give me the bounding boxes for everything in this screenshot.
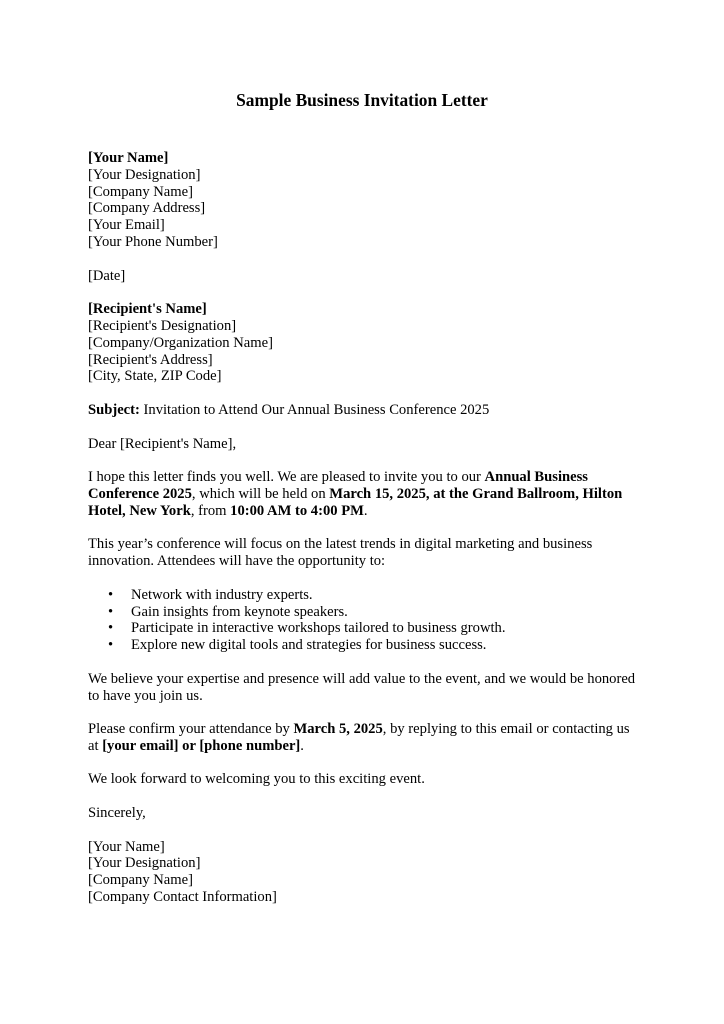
believe-line: to have you join us. — [88, 687, 203, 704]
signature-designation: [Your Designation] — [88, 855, 201, 872]
bullet-icon: • — [108, 586, 114, 603]
believe-paragraph — [88, 671, 648, 705]
intro-text: I hope this letter finds you well. We are pleased to invite you to our — [88, 469, 485, 486]
list-item — [88, 620, 648, 637]
sender-phone: [Your Phone Number] — [88, 233, 218, 250]
bullet-icon: • — [108, 620, 114, 637]
signature-company: [Company Name] — [88, 872, 193, 889]
benefits-list — [88, 587, 648, 654]
intro-event-name: Annual Business — [484, 469, 588, 486]
sender-email: [Your Email] — [88, 217, 165, 234]
recipient-designation: [Recipient's Designation] — [88, 317, 237, 334]
confirm-text: at — [88, 737, 103, 754]
bullet-icon: • — [108, 637, 114, 654]
intro-venue-cont: Hotel, New York — [88, 502, 191, 519]
signoff: Sincerely, — [88, 805, 146, 822]
focus-line: This year’s conference will focus on the latest trends in digital marketing and business — [88, 536, 593, 553]
intro-text: . — [363, 502, 368, 519]
confirm-contact: [your email] or [phone number] — [102, 737, 301, 754]
salutation: Dear [Recipient's Name], — [88, 435, 237, 452]
focus-line: innovation. Attendees will have the opportunity to: — [88, 553, 386, 570]
intro-paragraph — [88, 469, 648, 519]
intro-text: , which will be held on — [191, 485, 330, 502]
letter-date: [Date] — [88, 267, 126, 284]
subject-line — [88, 402, 648, 419]
sender-company: [Company Name] — [88, 183, 193, 200]
believe-line: We believe your expertise and presence will add value to the event, and we would be honored — [88, 670, 636, 687]
sender-address: [Company Address] — [88, 200, 206, 217]
sender-name: [Your Name] — [88, 150, 169, 166]
list-item-text: Participate in interactive workshops tailored to business growth. — [131, 620, 506, 637]
list-item — [88, 604, 648, 621]
sender-designation: [Your Designation] — [88, 166, 201, 183]
confirm-deadline: March 5, 2025 — [293, 721, 383, 738]
subject-label: Subject: — [88, 401, 140, 418]
signature-contact: [Company Contact Information] — [88, 889, 277, 906]
confirm-paragraph — [88, 721, 648, 755]
intro-event-date-venue: March 15, 2025, at the Grand Ballroom, Hilton — [329, 485, 623, 502]
intro-event-name-cont: Conference 2025 — [88, 485, 192, 502]
list-item-text: Explore new digital tools and strategies for business success. — [131, 637, 487, 654]
confirm-text: Please confirm your attendance by — [88, 721, 294, 738]
closing-line: We look forward to welcoming you to this exciting event. — [88, 771, 425, 788]
bullet-icon: • — [108, 603, 114, 620]
signature-block — [88, 839, 648, 906]
subject-text: Invitation to Attend Our Annual Business Conference 2025 — [139, 401, 490, 418]
intro-event-time: 10:00 AM to 4:00 PM — [230, 502, 364, 519]
page-title: Sample Business Invitation Letter — [236, 90, 488, 110]
confirm-text: . — [300, 737, 304, 754]
recipient-block — [88, 301, 648, 385]
sender-block — [88, 150, 648, 251]
letter-body — [88, 150, 648, 906]
list-item — [88, 637, 648, 654]
list-item-text: Gain insights from keynote speakers. — [131, 603, 348, 620]
list-item-text: Network with industry experts. — [131, 586, 313, 603]
recipient-organization: [Company/Organization Name] — [88, 334, 273, 351]
recipient-address: [Recipient's Address] — [88, 351, 213, 368]
signature-name: [Your Name] — [88, 838, 165, 855]
recipient-city: [City, State, ZIP Code] — [88, 368, 222, 385]
confirm-text: , by replying to this email or contacting us — [382, 721, 630, 738]
list-item — [88, 587, 648, 604]
intro-text: , from — [190, 502, 231, 519]
recipient-name: [Recipient's Name] — [88, 301, 207, 318]
focus-paragraph — [88, 536, 648, 570]
